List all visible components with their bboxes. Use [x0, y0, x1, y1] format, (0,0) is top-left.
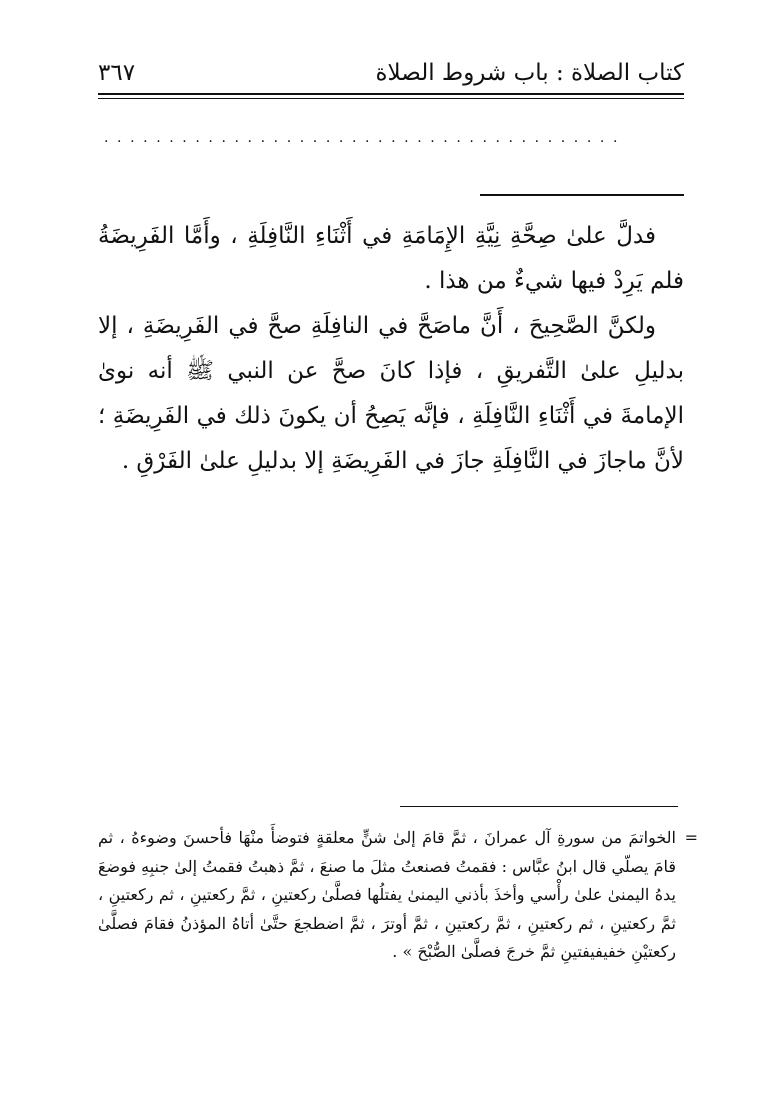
page-number: ٣٦٧ — [98, 60, 136, 86]
footnote — [98, 824, 698, 967]
paragraph: ولكنَّ الصَّحِيحَ ، أَنَّ ماصَحَّ في النافِلَةِ صحَّ في الفَرِيضَةِ ، إلا بدليلِ علىٰ التَّفريقِ ، فإذا كانَ صحَّ عن النبي ﷺ أنه نوىٰ الإمامةَ في أَثْنَاءِ النَّافِلَةِ ، فإنَّه يَصِحُ أن يكونَ ذلك في الفَرِيضَةِ ؛ لأنَّ ماجازَ في النَّافِلَةِ جازَ في الفَرِيضَةِ إلا بدليلِ علىٰ الفَرْقِ . — [98, 313, 684, 474]
running-header — [98, 56, 684, 92]
chapter-title: كتاب الصلاة : باب شروط الصلاة — [375, 60, 684, 86]
ellipsis-separator: ........................................ — [104, 130, 627, 146]
paragraph: فدلَّ علىٰ صِحَّةِ نِيَّةِ الإِمَامَةِ في أَثْنَاءِ النَّافِلَةِ ، وأَمَّا الفَرِيضَةُ فلم يَرِدْ فيها شيءٌ من هذا . — [98, 223, 684, 294]
footnote-divider — [400, 806, 678, 807]
section-divider — [480, 194, 684, 196]
footnote-text: الخواتمَ من سورةِ آل عمرانَ ، ثمَّ قامَ إلىٰ شنٍّ معلقةٍ فتوضأَ منْهَا فأحسنَ وضوءهُ ، ثم قامَ يصلّي قال ابنُ عبَّاس : فقمتُ فصنعتُ مثلَ ما صنعَ ، ثمَّ ذهبتُ فقمتُ إلىٰ جنبِهِ فوضعَ يدهُ اليمنىٰ علىٰ رأْسي وأخذَ بأذني اليمنىٰ يفتلُها فصلَّىٰ ركعتينِ ، ثمَّ ركعتينِ ، ثم ركعتينِ ، ثمَّ ركعتينِ ، ثم ركعتينِ ، ثمَّ ركعتينِ ، ثمَّ أوترَ ، ثمَّ اضطجعَ حتَّىٰ أتاهُ المؤذنُ فقامَ فصلَّىٰ ركعتيْنِ خفيفيفتينِ ثمَّ خرجَ فصلَّىٰ الصُّبْحَ » . — [98, 828, 676, 961]
header-divider — [98, 93, 684, 99]
main-text — [98, 214, 684, 484]
footnote-continuation-marker: = — [684, 828, 698, 847]
